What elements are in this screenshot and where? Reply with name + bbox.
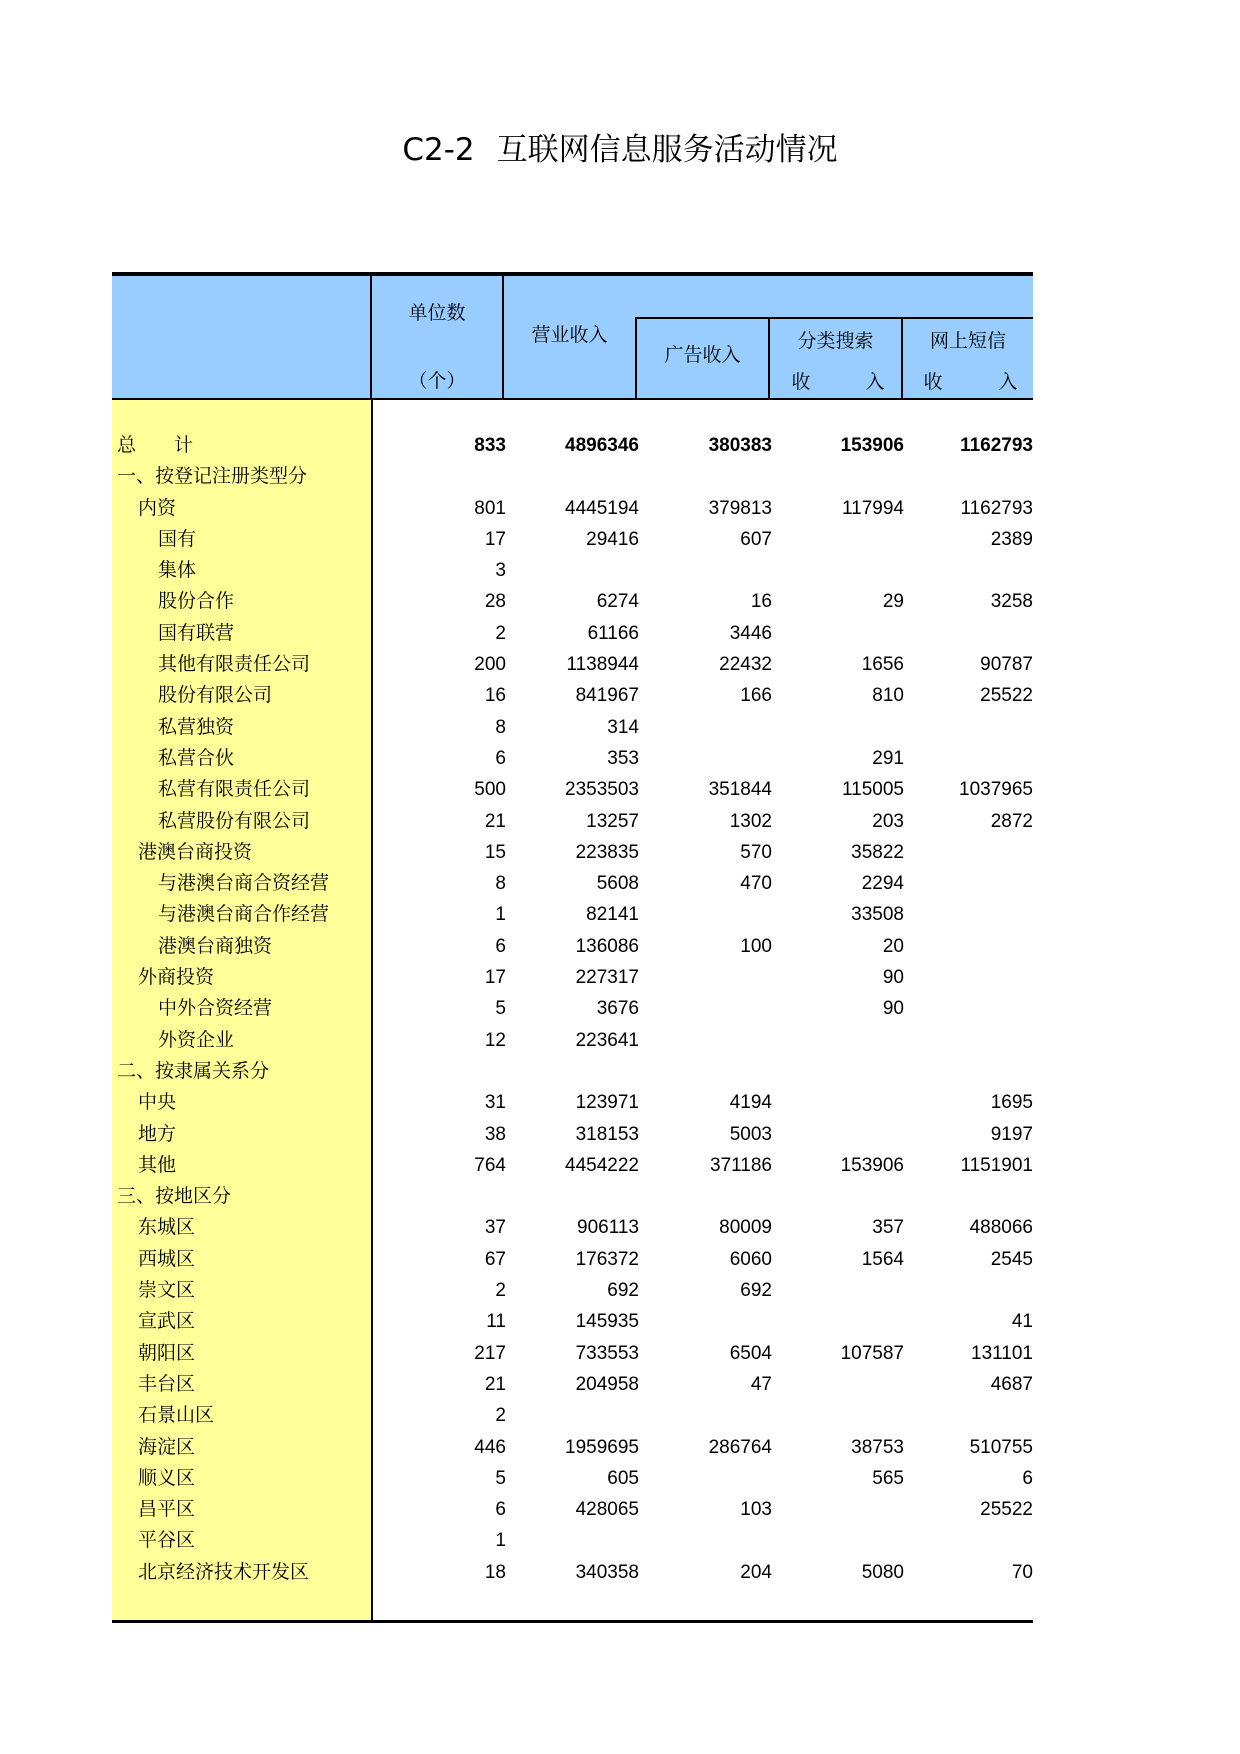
units-cell: 200 [474,654,506,676]
revenue-cell: 733553 [575,1342,639,1364]
row-label: 昌平区 [138,1498,196,1521]
ad-revenue-cell: 1302 [729,810,772,832]
search-revenue-cell: 107587 [840,1342,904,1364]
row-label: 石景山区 [138,1404,215,1427]
row-label: 丰台区 [138,1372,196,1395]
row-label: 二、按隶属关系分 [117,1059,270,1082]
table-row [112,993,1033,1024]
units-cell: 3 [495,560,506,582]
row-label: 内资 [138,496,177,519]
units-cell: 1 [495,1530,506,1552]
ad-revenue-cell: 286764 [708,1436,772,1458]
table-row [112,743,1033,774]
search-revenue-cell: 115005 [842,779,904,801]
row-label: 外资企业 [158,1028,235,1051]
revenue-cell: 61166 [587,622,639,644]
table-row [112,524,1033,555]
units-cell: 28 [484,591,506,613]
table-bottom-border [112,1620,1033,1623]
ad-revenue-cell: 80009 [719,1217,772,1239]
row-label: 平谷区 [138,1529,196,1552]
header-search-top: 分类搜索 [797,330,874,352]
units-cell: 5 [495,1467,506,1489]
revenue-cell: 13257 [586,810,639,832]
ad-revenue-cell: 380383 [708,435,772,456]
table-row [112,712,1033,743]
row-label: 一、按登记注册类型分 [117,465,308,488]
ad-revenue-cell: 4194 [729,1092,772,1114]
row-label: 其他有限责任公司 [158,653,311,676]
table-row [112,1463,1033,1494]
table-row [112,1400,1033,1431]
sms-revenue-cell: 1162793 [960,497,1033,519]
search-revenue-cell: 33508 [851,904,904,926]
ad-revenue-cell: 16 [750,591,772,613]
units-cell: 21 [484,810,506,832]
ad-revenue-cell: 3446 [729,622,772,644]
revenue-cell: 318153 [575,1123,639,1145]
table-row [112,1275,1033,1306]
row-label: 国有联营 [158,621,235,644]
units-cell: 15 [484,841,506,863]
search-revenue-cell: 153906 [840,1154,904,1176]
sms-revenue-cell: 1151901 [960,1154,1033,1176]
table-row [112,430,1033,461]
table-row [112,1432,1033,1463]
table-row [112,618,1033,649]
revenue-cell: 2353503 [565,779,639,801]
units-cell: 217 [474,1342,506,1364]
table-row [112,962,1033,993]
sms-revenue-cell: 1037965 [959,779,1033,801]
row-label: 中外合资经营 [158,997,273,1020]
search-revenue-cell: 90 [882,998,904,1020]
sms-revenue-cell: 510755 [969,1436,1033,1458]
ad-revenue-cell: 692 [740,1280,772,1302]
sms-revenue-cell: 1162793 [960,435,1033,456]
ad-revenue-cell: 6504 [729,1342,772,1364]
revenue-cell: 82141 [586,904,639,926]
units-cell: 37 [484,1217,506,1239]
row-label: 崇文区 [138,1279,196,1302]
row-label: 私营有限责任公司 [158,778,311,801]
row-label: 中央 [138,1091,177,1114]
sms-revenue-cell: 1695 [990,1092,1033,1114]
units-cell: 21 [484,1373,506,1395]
table-row [112,1087,1033,1118]
search-revenue-cell: 291 [872,747,904,769]
sms-revenue-cell: 25522 [980,685,1033,707]
table-row [112,461,1033,492]
table-row [112,774,1033,805]
revenue-cell: 227317 [575,967,639,989]
table-code: C2-2 [402,132,475,168]
table-row [112,1244,1033,1275]
revenue-cell: 340358 [575,1561,639,1583]
table-row [112,931,1033,962]
row-label: 顺义区 [138,1466,196,1489]
ad-revenue-cell: 371186 [710,1154,772,1176]
table-row [112,680,1033,711]
search-revenue-cell: 203 [872,810,904,832]
table-row [112,1056,1033,1087]
table-row [112,1494,1033,1525]
sms-revenue-cell: 6 [1022,1467,1033,1489]
header-subline [635,317,1033,319]
table-row [112,586,1033,617]
row-label: 总 计 [117,434,194,456]
header-search-b2: 入 [865,371,885,393]
header-ad-revenue: 广告收入 [664,344,741,366]
header-sms-b2: 入 [998,371,1018,393]
units-cell: 8 [495,873,506,895]
sms-revenue-cell: 131101 [971,1342,1033,1364]
units-cell: 67 [484,1248,506,1270]
row-label: 私营合伙 [158,746,235,769]
ad-revenue-cell: 100 [740,935,772,957]
units-cell: 17 [484,967,506,989]
sms-revenue-cell: 9197 [990,1123,1033,1145]
ad-revenue-cell: 47 [750,1373,772,1395]
table-name: 互联网信息服务活动情况 [496,132,838,168]
table-body [112,430,1033,1588]
revenue-cell: 314 [607,716,639,738]
table-row [112,1306,1033,1337]
revenue-cell: 4896346 [565,435,639,456]
units-cell: 31 [484,1092,506,1114]
page-title [0,130,1240,170]
search-revenue-cell: 810 [872,685,904,707]
row-label: 股份有限公司 [158,684,273,707]
row-label: 其他 [138,1153,177,1176]
units-cell: 6 [495,1499,506,1521]
header-search-b1: 收 [791,371,811,393]
table-row [112,1525,1033,1556]
row-label: 西城区 [138,1247,196,1270]
ad-revenue-cell: 570 [740,841,772,863]
units-cell: 446 [474,1436,506,1458]
ad-revenue-cell: 22432 [719,654,772,676]
search-revenue-cell: 357 [872,1217,904,1239]
search-revenue-cell: 5080 [861,1561,904,1583]
ad-revenue-cell: 470 [740,873,772,895]
sms-revenue-cell: 488066 [969,1217,1033,1239]
table-row [112,1212,1033,1243]
revenue-cell: 145935 [575,1311,639,1333]
search-revenue-cell: 153906 [840,435,904,456]
units-cell: 6 [495,747,506,769]
header-units-bottom: （个） [408,370,466,392]
units-cell: 18 [484,1561,506,1583]
row-label: 私营股份有限公司 [158,809,311,832]
ad-revenue-cell: 5003 [729,1123,772,1145]
ad-revenue-cell: 607 [740,528,772,550]
revenue-cell: 4454222 [565,1154,639,1176]
revenue-cell: 29416 [586,528,639,550]
row-label: 地方 [138,1122,177,1145]
row-label: 三、按地区分 [117,1185,232,1208]
units-cell: 8 [495,716,506,738]
row-label: 海淀区 [138,1435,196,1458]
table-row [112,1557,1033,1588]
row-label: 港澳台商独资 [158,934,273,957]
units-cell: 16 [484,685,506,707]
revenue-cell: 428065 [575,1499,639,1521]
sms-revenue-cell: 90787 [980,654,1033,676]
table-row [112,1119,1033,1150]
sms-revenue-cell: 2872 [990,810,1033,832]
search-revenue-cell: 35822 [851,841,904,863]
row-label: 股份合作 [158,590,235,613]
revenue-cell: 176372 [575,1248,639,1270]
sms-revenue-cell: 70 [1011,1561,1033,1583]
row-label: 港澳台商投资 [138,840,253,863]
revenue-cell: 3676 [596,998,639,1020]
units-cell: 6 [495,935,506,957]
revenue-cell: 5608 [596,873,639,895]
revenue-cell: 4445194 [565,497,639,519]
row-label: 宣武区 [138,1310,196,1333]
revenue-cell: 1959695 [565,1436,639,1458]
search-revenue-cell: 565 [872,1467,904,1489]
table-row [112,806,1033,837]
table-row [112,1338,1033,1369]
units-cell: 11 [486,1311,506,1333]
sms-revenue-cell: 2545 [990,1248,1033,1270]
table-row [112,649,1033,680]
search-revenue-cell: 90 [882,967,904,989]
ad-revenue-cell: 6060 [729,1248,772,1270]
header-sms-top: 网上短信 [929,330,1006,352]
revenue-cell: 605 [607,1467,639,1489]
ad-revenue-cell: 351844 [708,779,772,801]
sms-revenue-cell: 4687 [990,1373,1033,1395]
units-cell: 38 [484,1123,506,1145]
revenue-cell: 692 [607,1280,639,1302]
row-label: 北京经济技术开发区 [138,1560,310,1583]
revenue-cell: 223835 [575,841,639,863]
revenue-cell: 123971 [575,1092,639,1114]
table-row [112,1369,1033,1400]
units-cell: 2 [495,1280,506,1302]
header-revenue: 营业收入 [531,324,608,346]
revenue-cell: 906113 [577,1217,639,1239]
sms-revenue-cell: 41 [1011,1311,1033,1333]
units-cell: 5 [495,998,506,1020]
row-label: 私营独资 [158,715,235,738]
row-label: 集体 [158,559,197,582]
row-label: 与港澳台商合资经营 [158,872,330,895]
sms-revenue-cell: 25522 [980,1499,1033,1521]
row-label: 与港澳台商合作经营 [158,903,330,926]
units-cell: 17 [484,528,506,550]
header-sms-b1: 收 [923,371,943,393]
search-revenue-cell: 1564 [861,1248,904,1270]
header-units-top: 单位数 [408,302,466,324]
ad-revenue-cell: 204 [740,1561,772,1583]
table-header [112,272,1033,400]
units-cell: 764 [474,1154,506,1176]
search-revenue-cell: 2294 [861,873,904,895]
units-cell: 2 [495,622,506,644]
search-revenue-cell: 117994 [842,497,904,519]
sms-revenue-cell: 3258 [990,591,1033,613]
units-cell: 801 [474,497,506,519]
table-row [112,1150,1033,1181]
revenue-cell: 204958 [575,1373,639,1395]
revenue-cell: 353 [607,747,639,769]
units-cell: 833 [474,435,506,456]
table-row [112,1181,1033,1212]
search-revenue-cell: 29 [882,591,904,613]
ad-revenue-cell: 379813 [708,497,772,519]
row-label: 朝阳区 [138,1341,196,1364]
row-label: 国有 [158,527,197,550]
revenue-cell: 6274 [596,591,639,613]
units-cell: 1 [495,904,506,926]
ad-revenue-cell: 103 [740,1499,772,1521]
row-label: 外商投资 [138,966,215,989]
search-revenue-cell: 20 [882,935,904,957]
table-row [112,493,1033,524]
revenue-cell: 223641 [575,1029,639,1051]
table-row [112,837,1033,868]
revenue-cell: 841967 [575,685,639,707]
search-revenue-cell: 38753 [851,1436,904,1458]
sms-revenue-cell: 2389 [990,528,1033,550]
units-cell: 12 [484,1029,506,1051]
table-row [112,555,1033,586]
table-row [112,899,1033,930]
search-revenue-cell: 1656 [861,654,904,676]
units-cell: 2 [495,1405,506,1427]
table-row [112,868,1033,899]
table-row [112,1025,1033,1056]
revenue-cell: 1138944 [566,654,639,676]
row-label: 东城区 [138,1216,196,1239]
units-cell: 500 [474,779,506,801]
revenue-cell: 136086 [575,935,639,957]
ad-revenue-cell: 166 [740,685,772,707]
